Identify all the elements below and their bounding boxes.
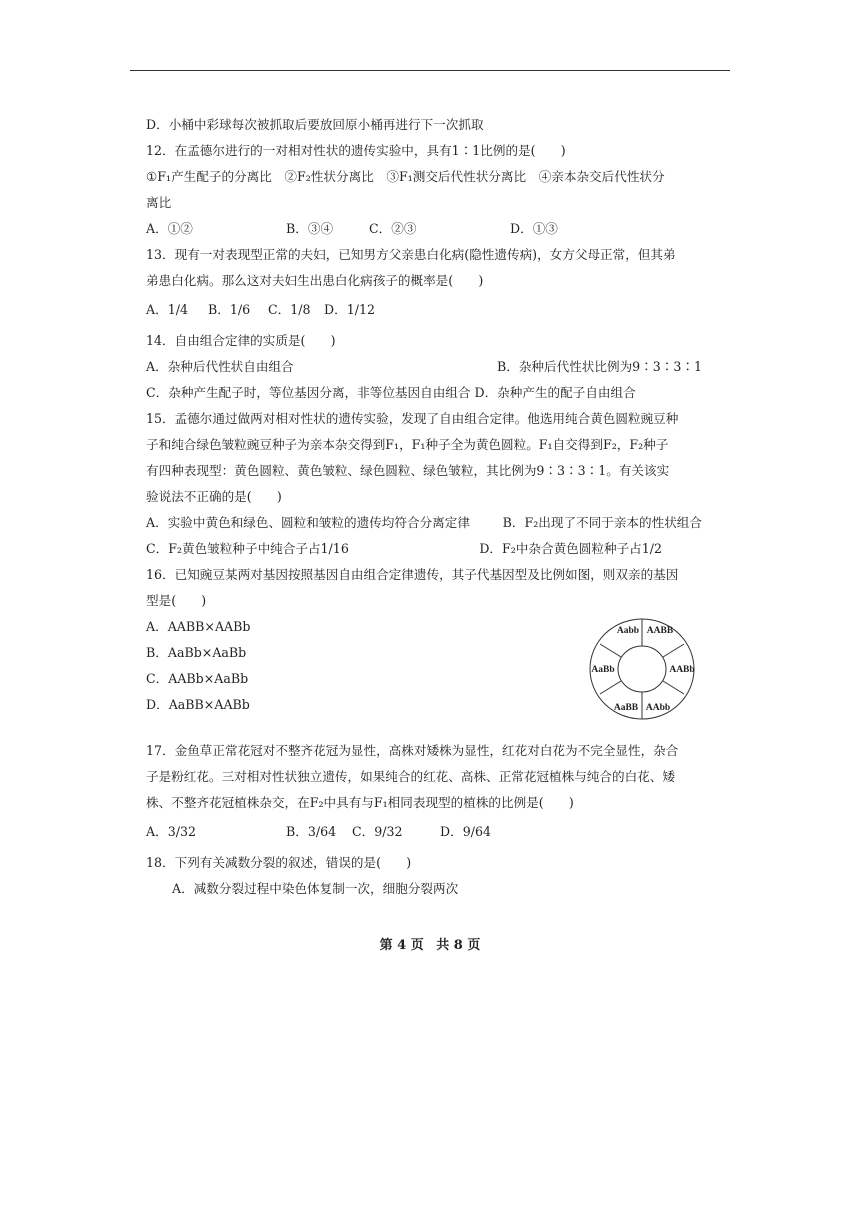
q17-stem: 17．金鱼草正常花冠对不整齐花冠为显性，高株对矮株为显性，红花对白花为不完全显性，杂合 bbox=[146, 743, 679, 758]
q15-option-c: C．F₂黄色皱粒种子中纯合子占1/16 bbox=[146, 541, 349, 556]
q12-option-d: D．①③ bbox=[510, 221, 558, 236]
q15-stem-3: 有四种表现型：黄色圆粒、黄色皱粒、绿色圆粒、绿色皱粒，其比例为9∶3∶3∶1。有关该实 bbox=[146, 463, 670, 478]
q16-stem-cont: 型是( ) bbox=[146, 593, 207, 608]
q13-option-d: D．1/12 bbox=[324, 302, 375, 317]
wheel-label-bottom-left: AaBB bbox=[613, 703, 639, 713]
q16-option-d: D．AaBB×AABb bbox=[146, 697, 250, 712]
q12-stem: 12．在孟德尔进行的一对相对性状的遗传实验中，具有1∶1比例的是( ) bbox=[146, 143, 566, 158]
q12-option-a: A．①② bbox=[146, 221, 193, 236]
q17-option-b: B．3/64 bbox=[286, 824, 337, 839]
q12-option-c: C．②③ bbox=[369, 221, 417, 236]
q15-option-a: A．实验中黄色和绿色、圆粒和皱粒的遗传均符合分离定律 bbox=[146, 515, 470, 530]
q13-option-a: A．1/4 bbox=[146, 302, 188, 317]
q15-option-d: D．F₂中杂合黄色圆粒种子占1/2 bbox=[479, 541, 662, 556]
q17-option-c: C．9/32 bbox=[352, 824, 403, 839]
q12-items: ①F₁产生配子的分离比 ②F₂性状分离比 ③F₁测交后代性状分离比 ④亲本杂交后代性状分 bbox=[146, 169, 665, 184]
q12-option-b: B．③④ bbox=[286, 221, 334, 236]
q14-stem: 14．自由组合定律的实质是( ) bbox=[146, 333, 336, 348]
q15-options-ab bbox=[146, 515, 702, 531]
q13-stem: 13．现有一对表现型正常的夫妇，已知男方父亲患白化病(隐性遗传病)，女方父母正常，但其弟 bbox=[146, 247, 676, 262]
q18-stem: 18．下列有关减数分裂的叙述，错误的是( ) bbox=[146, 855, 412, 870]
wheel-label-aabb-top-left: Aabb bbox=[616, 626, 640, 636]
q16-option-c: C．AABb×AaBb bbox=[146, 671, 249, 686]
q17-options bbox=[146, 824, 491, 840]
page-number: 第 4 页 bbox=[379, 938, 424, 953]
q13-stem-cont: 弟患白化病。那么这对夫妇生出患白化病孩子的概率是( ) bbox=[146, 273, 484, 288]
q14-option-b: B．杂种后代性状比例为9∶3∶3∶1 bbox=[496, 359, 702, 374]
q17-stem-3: 株、不整齐花冠植株杂交，在F₂中具有与F₁相同表现型的植株的比例是( ) bbox=[146, 795, 574, 810]
q17-option-a: A．3/32 bbox=[146, 824, 196, 839]
q13-option-b: B．1/6 bbox=[208, 302, 251, 317]
q15-stem-2: 子和纯合绿色皱粒豌豆种子为亲本杂交得到F₁，F₁种子全为黄色圆粒。F₁自交得到F₂，F₂种子 bbox=[146, 437, 669, 452]
q15-stem-4: 验说法不正确的是( ) bbox=[146, 489, 282, 504]
q12-items-cont: 离比 bbox=[146, 195, 172, 210]
wheel-label-left: AaBb bbox=[591, 665, 615, 675]
q12-options bbox=[146, 221, 558, 237]
q14-option-a: A．杂种后代性状自由组合 bbox=[146, 359, 294, 374]
q13-options bbox=[146, 302, 375, 318]
wheel-label-bottom-right: AAbb bbox=[645, 703, 671, 713]
page-total: 共 8 页 bbox=[436, 938, 481, 953]
genotype-ratio-wheel bbox=[588, 618, 698, 722]
wheel-label-aabb-top-right: AABB bbox=[646, 626, 674, 636]
wheel-label-right: AABb bbox=[669, 665, 695, 675]
q15-options-cd bbox=[146, 541, 702, 557]
q16-option-b: B．AaBb×AaBb bbox=[146, 645, 247, 660]
q17-stem-2: 子是粉红花。三对相对性状独立遗传，如果纯合的红花、高株、正常花冠植株与纯合的白花、矮 bbox=[146, 769, 675, 784]
q14-options-ab bbox=[146, 359, 702, 375]
q15-stem: 15．孟德尔通过做两对相对性状的遗传实验，发现了自由组合定律。他选用纯合黄色圆粒豌豆种 bbox=[146, 411, 679, 426]
page-footer bbox=[0, 934, 860, 953]
q17-option-d: D．9/64 bbox=[440, 824, 491, 839]
q16-option-a: A．AABB×AABb bbox=[146, 619, 251, 634]
q16-stem: 16．已知豌豆某两对基因按照基因自由组合定律遗传，其子代基因型及比例如图，则双亲的基因 bbox=[146, 567, 679, 582]
q13-option-c: C．1/8 bbox=[268, 302, 311, 317]
q11-option-d: D．小桶中彩球每次被抓取后要放回原小桶再进行下一次抓取 bbox=[146, 117, 484, 132]
q14-options-cd: C．杂种产生配子时，等位基因分离，非等位基因自由组合 D．杂种产生的配子自由组合 bbox=[146, 385, 636, 400]
wheel-inner-ring bbox=[618, 646, 666, 692]
header-rule bbox=[130, 70, 730, 71]
q15-option-b: B．F₂出现了不同于亲本的性状组合 bbox=[502, 515, 702, 530]
q18-option-a: A．减数分裂过程中染色体复制一次，细胞分裂两次 bbox=[172, 881, 459, 896]
